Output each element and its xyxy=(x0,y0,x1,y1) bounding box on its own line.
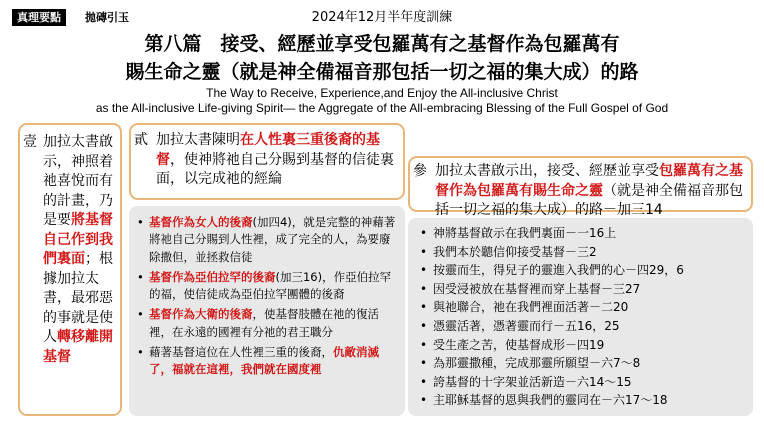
point-two-number: 貳 xyxy=(134,132,148,148)
bullet-icon: • xyxy=(137,345,144,360)
point-one-highlight-2: 轉移離開基督 xyxy=(43,329,113,365)
seed-highlight: 仇敵消滅了，福就在這裡，我們就在國度裡 xyxy=(149,345,379,377)
point-one-text-b: ；根據加拉太書，最邪惡的事就是使人 xyxy=(43,251,113,345)
point-two-highlight: 在人性裏三重後裔的基督 xyxy=(156,132,380,168)
way-text: 因受浸被放在基督裡而穿上基督－三27 xyxy=(433,281,641,296)
seed-text: ，使基督肢體在祂的復活裡，在永遠的國裡有分祂的君王職分 xyxy=(149,307,379,339)
bullet-icon: • xyxy=(420,374,428,389)
list-item xyxy=(420,298,748,317)
point-three-highlight: 包羅萬有之基督作為包羅萬有賜生命之靈 xyxy=(435,163,743,199)
seed-text: (加四4)，就是完整的神藉著將祂自己分賜到人性裡，成了完全的人，為要廢除撒但，並拯救信徒 xyxy=(149,215,396,264)
seed-highlight: 基督作為亞伯拉罕的後裔 xyxy=(149,269,276,284)
tag-subtitle: 拋磚引玉 xyxy=(85,11,129,24)
bullet-icon: • xyxy=(420,263,428,278)
list-item xyxy=(420,336,748,355)
seed-text: 藉著基督這位在人性裡三重的後裔， xyxy=(149,345,333,360)
list-item xyxy=(420,280,748,299)
list-item xyxy=(420,317,748,336)
bullet-icon: • xyxy=(420,393,428,408)
training-label: 2024年12月半年度訓練 xyxy=(311,10,453,25)
point-three-number: 參 xyxy=(413,163,427,179)
way-text: 主耶穌基督的恩與我們的靈同在－六17～18 xyxy=(433,393,668,408)
way-text: 為那靈撒種，完成那靈所願望－六7～8 xyxy=(433,356,641,371)
way-text: 我們本於聽信仰接受基督－三2 xyxy=(433,244,597,259)
english-title-line2: as the All-inclusive Life-giving Spirit— the Aggregate of the All-embracing Blessing of the Full Gospel of God xyxy=(95,101,669,115)
list-item xyxy=(137,306,399,341)
point-three-text xyxy=(435,162,751,221)
bullet-icon: • xyxy=(137,269,144,284)
list-item xyxy=(420,391,748,410)
bullet-icon: • xyxy=(420,244,428,259)
point-one-box xyxy=(18,123,122,416)
bullet-icon: • xyxy=(420,281,428,296)
point-two-text xyxy=(156,131,400,190)
list-item xyxy=(420,224,748,243)
list-item xyxy=(420,243,748,262)
page-title-line2: 賜生命之靈（就是神全備福音那包括一切之福的集大成）的路 xyxy=(125,61,639,83)
way-text: 按靈而生，得兒子的靈進入我們的心－四29，6 xyxy=(433,263,684,278)
list-item xyxy=(420,261,748,280)
list-item xyxy=(137,344,399,379)
bullet-icon: • xyxy=(420,226,428,240)
way-text: 與祂聯合，祂在我們裡面活著－二20 xyxy=(433,300,629,315)
bullet-icon: • xyxy=(420,337,428,352)
bullet-icon: • xyxy=(420,300,428,315)
page-title-line1: 第八篇 接受、經歷並享受包羅萬有之基督作為包羅萬有 xyxy=(144,33,620,55)
way-text: 誇基督的十字架並活新造－六14～15 xyxy=(433,374,632,389)
bullet-icon: • xyxy=(420,318,428,333)
seed-points-list xyxy=(137,214,399,382)
bullet-icon: • xyxy=(137,307,144,322)
english-title-line1: The Way to Receive, Experience,and Enjoy the All-inclusive Christ xyxy=(206,86,558,100)
way-text: 受生產之苦，使基督成形－四19 xyxy=(433,337,605,352)
seed-highlight: 基督作為大衛的後裔 xyxy=(149,307,253,322)
way-text: 神將基督啟示在我們裏面－一16上 xyxy=(433,226,617,240)
way-text: 憑靈活著，憑著靈而行－五16，25 xyxy=(433,318,620,333)
truth-points-tag: 真理要點 xyxy=(12,9,66,26)
list-item xyxy=(137,269,399,304)
point-two-text-b: ，使神將祂自己分賜到基督的信徒裏面，以完成祂的經綸 xyxy=(156,151,394,187)
list-item xyxy=(420,354,748,373)
point-three-text-a: 加拉太書啟示出，接受、經歷並享受 xyxy=(435,163,659,179)
point-one-text-a: 加拉太書啟示，神照着祂喜悅而有的計畫，乃是要 xyxy=(43,134,113,228)
point-three-box xyxy=(408,156,753,218)
bullet-icon: • xyxy=(137,215,144,229)
seed-text: (加三16)，作亞伯拉罕的福，使信徒成為亞伯拉罕團體的後裔 xyxy=(149,269,392,302)
seed-points-panel xyxy=(129,206,405,416)
bullet-icon: • xyxy=(420,356,428,371)
way-points-panel xyxy=(408,218,753,416)
seed-highlight: 基督作為女人的後裔 xyxy=(149,215,253,229)
point-one-highlight-1: 將基督自己作到我們裏面 xyxy=(43,212,113,267)
point-one-text xyxy=(43,133,119,367)
point-two-box xyxy=(129,123,405,200)
way-points-list xyxy=(420,224,748,410)
list-item xyxy=(137,214,399,266)
point-two-text-a: 加拉太書陳明 xyxy=(156,132,240,148)
point-three-text-b: （就是神全備福音那包括一切之福的集大成）的路－加三14 xyxy=(435,182,743,218)
list-item xyxy=(420,373,748,392)
point-one-number: 壹 xyxy=(23,134,37,150)
